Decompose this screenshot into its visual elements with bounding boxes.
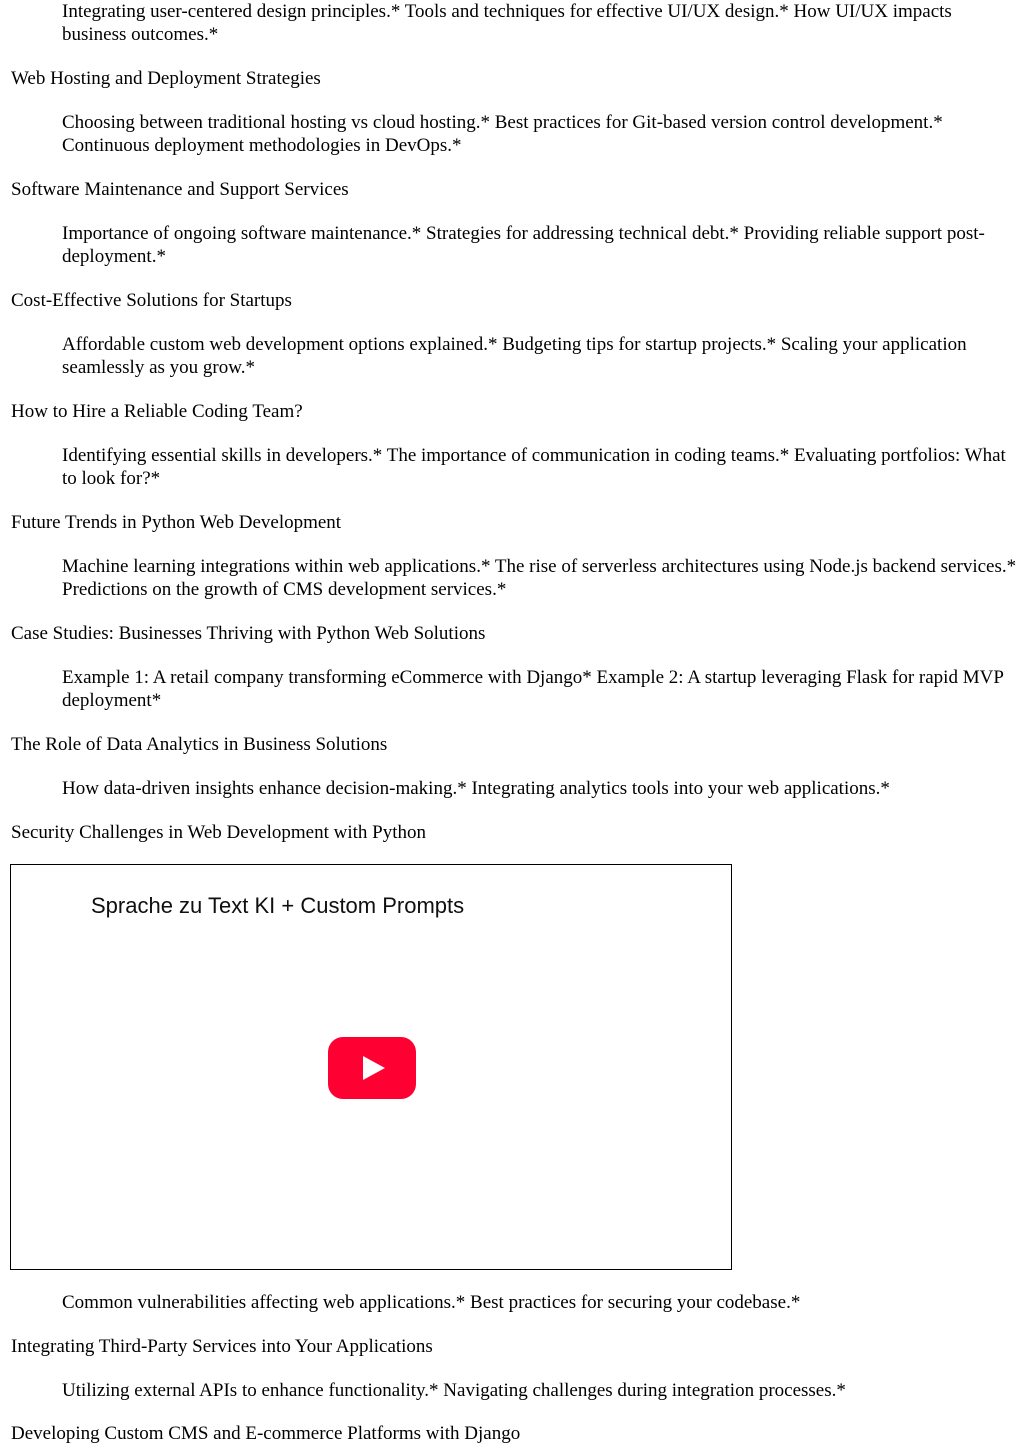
- play-button[interactable]: [328, 1037, 416, 1099]
- section-text: Utilizing external APIs to enhance functionality.* Navigating challenges during integration processes.*: [62, 1380, 846, 1401]
- section-text: Common vulnerabilities affecting web applications.* Best practices for securing your codebase.*: [62, 1292, 801, 1313]
- section-text: Importance of ongoing software maintenance.* Strategies for addressing technical debt.* Providing reliable support post-deployment.*: [62, 223, 985, 267]
- section-heading: Cost-Effective Solutions for Startups: [11, 290, 292, 311]
- section-heading: Integrating Third-Party Services into Your Applications: [11, 1336, 433, 1357]
- section-heading: Software Maintenance and Support Services: [11, 179, 349, 200]
- section-heading: Future Trends in Python Web Development: [11, 512, 342, 533]
- section-heading: Security Challenges in Web Development with Python: [11, 822, 427, 843]
- section-heading: Developing Custom CMS and E-commerce Platforms with Django: [11, 1423, 521, 1444]
- section-text: Integrating user-centered design principles.* Tools and techniques for effective UI/UX design.* How UI/UX impacts business outcomes.*: [62, 1, 952, 45]
- section-heading: How to Hire a Reliable Coding Team?: [11, 401, 303, 422]
- section-text: Affordable custom web development options explained.* Budgeting tips for startup projects.* Scaling your application seamlessly as you grow.*: [62, 334, 967, 378]
- section-text: How data-driven insights enhance decision-making.* Integrating analytics tools into your web applications.*: [62, 778, 890, 799]
- section-heading: Web Hosting and Deployment Strategies: [11, 68, 321, 89]
- video-embed[interactable]: [10, 864, 732, 1270]
- section-text: Example 1: A retail company transforming eCommerce with Django* Example 2: A startup leveraging Flask for rapid MVP deployment*: [62, 667, 1004, 711]
- section-text: Machine learning integrations within web applications.* The rise of serverless architectures using Node.js backend services.* Predictions on the growth of CMS development services.*: [62, 556, 1017, 600]
- section-heading: The Role of Data Analytics in Business Solutions: [11, 734, 388, 755]
- video-title[interactable]: Sprache zu Text KI + Custom Prompts: [91, 893, 465, 918]
- section-heading: Case Studies: Businesses Thriving with Python Web Solutions: [11, 623, 486, 644]
- section-text: Identifying essential skills in developers.* The importance of communication in coding teams.* Evaluating portfolios: What to look for?*: [62, 445, 1006, 489]
- youtube-play-icon[interactable]: [328, 1037, 416, 1099]
- section-text: Choosing between traditional hosting vs cloud hosting.* Best practices for Git-based version control development.* Continuous deployment methodologies in DevOps.*: [62, 112, 943, 156]
